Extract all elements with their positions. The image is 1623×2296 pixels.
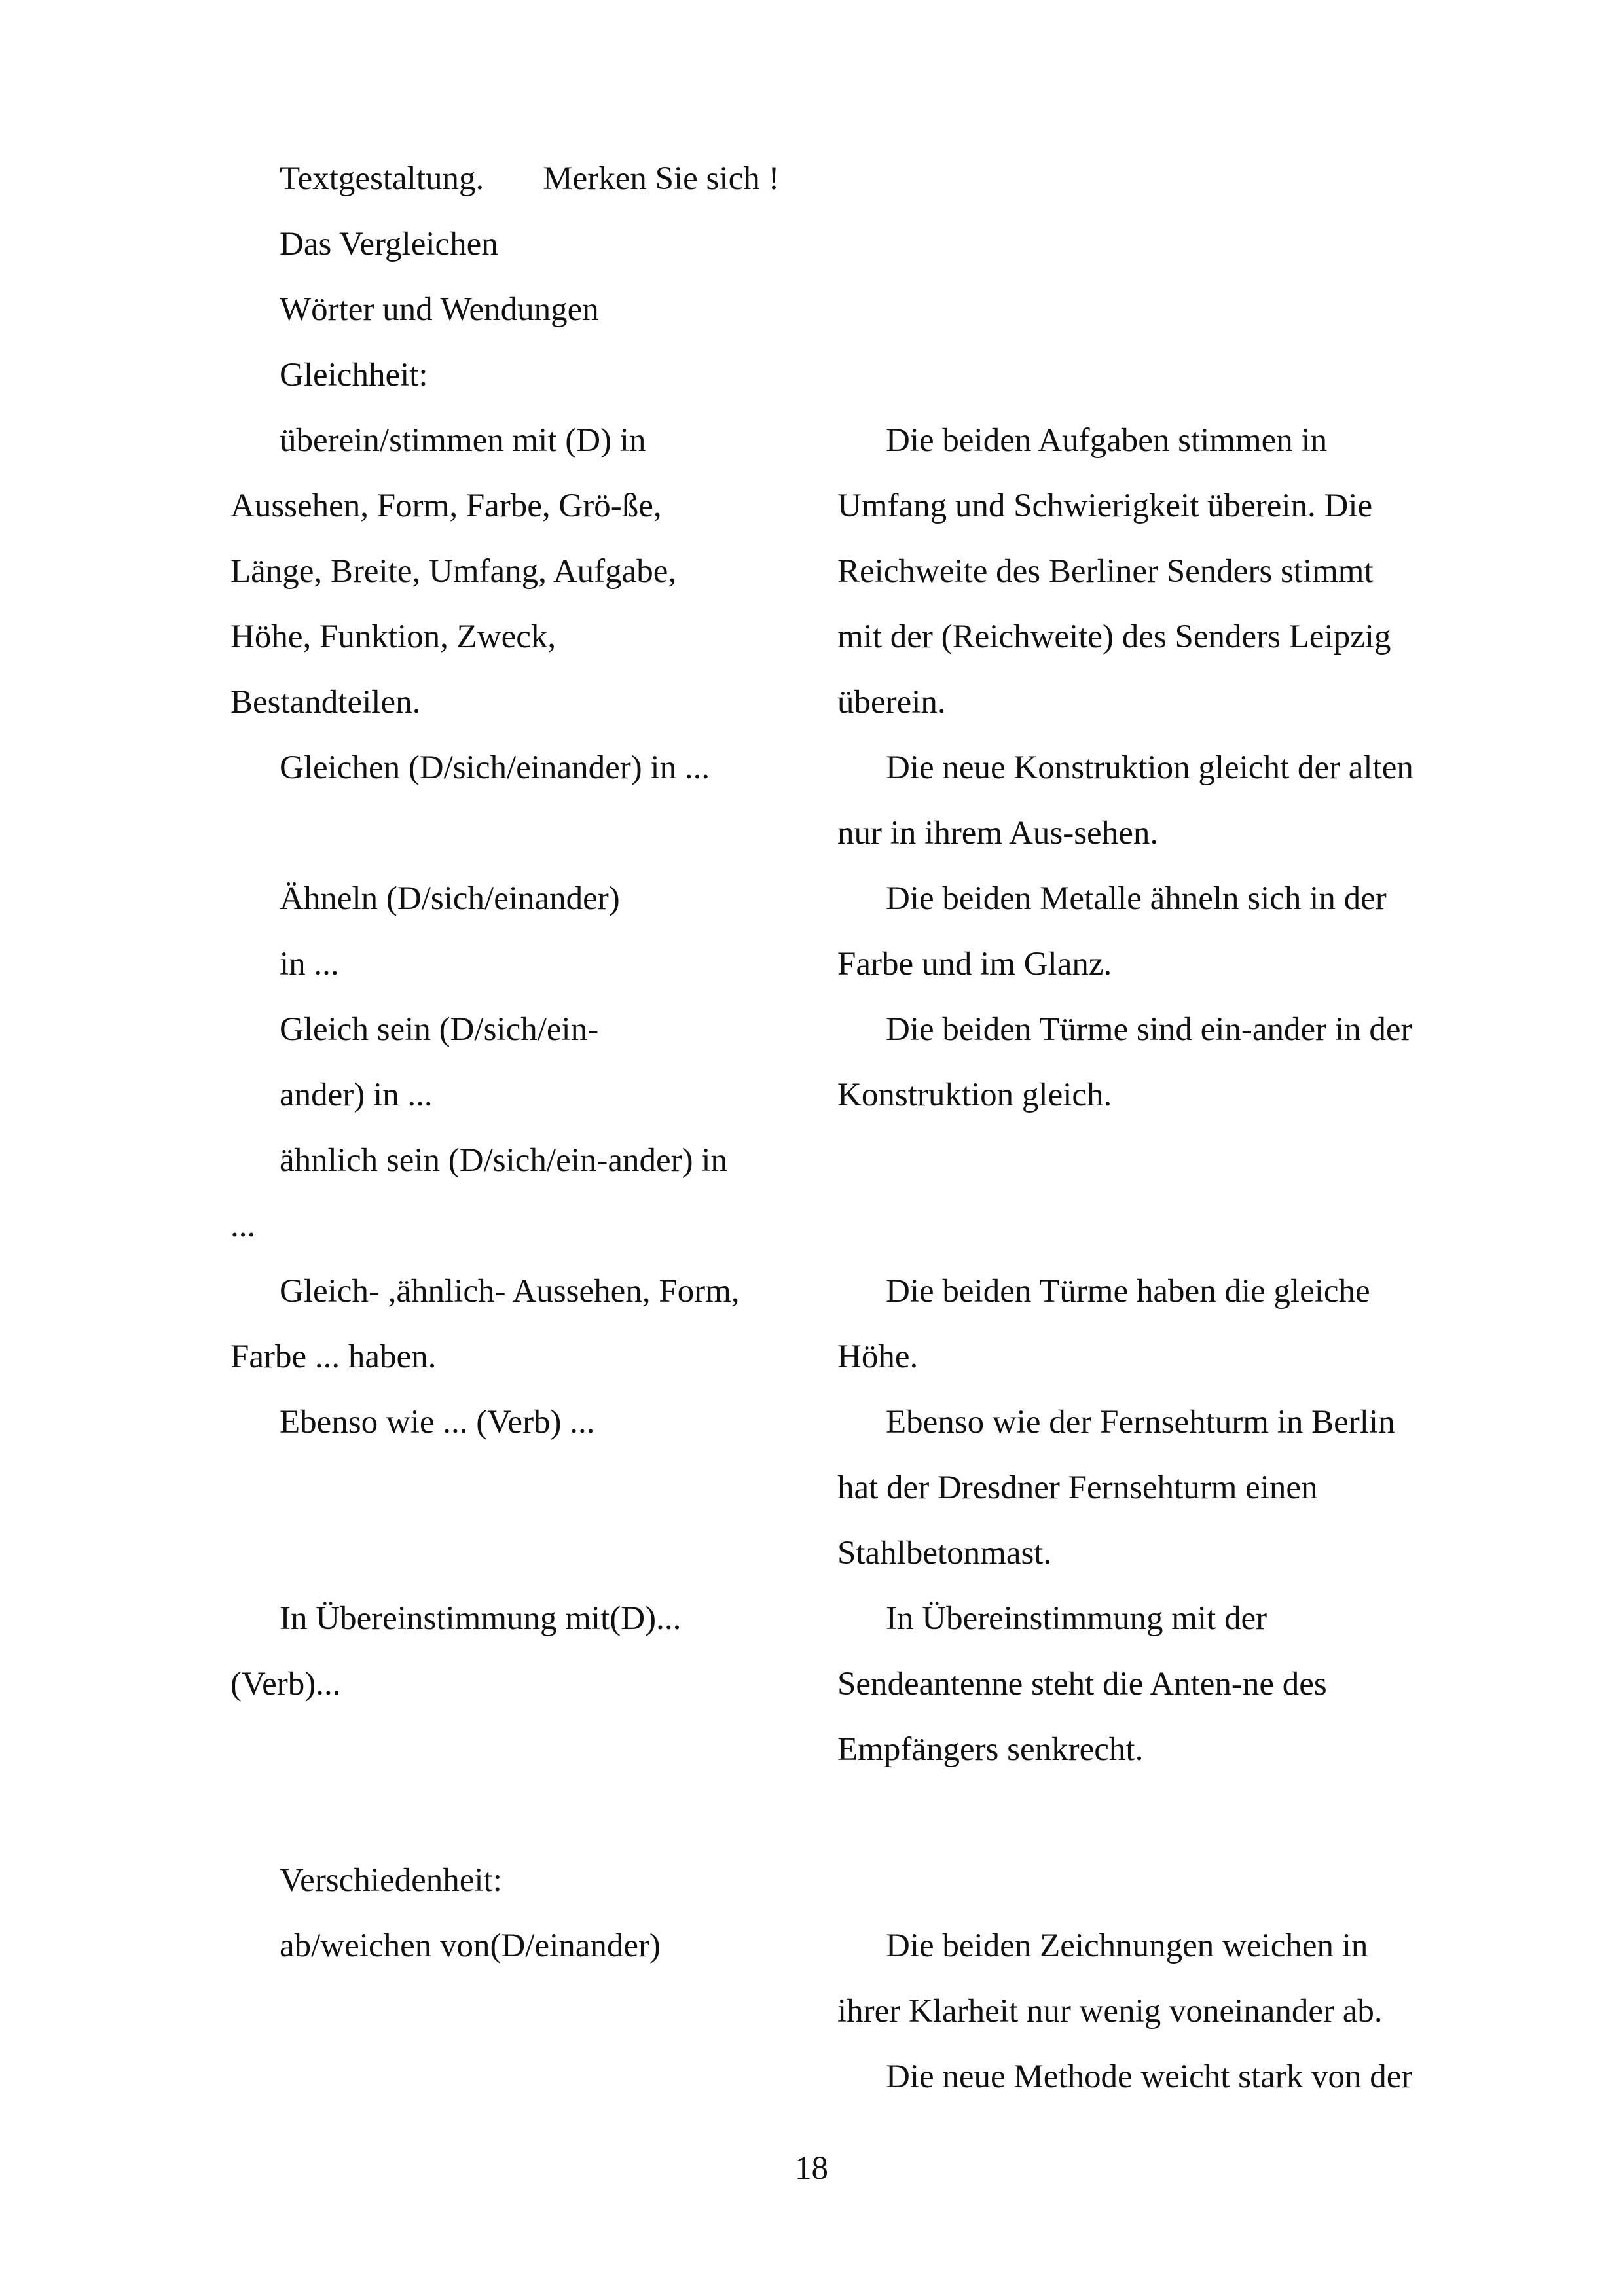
left-line: Bestandteilen.: [230, 684, 421, 721]
left-line: Aussehen, Form, Farbe, Grö-ße,: [230, 488, 662, 524]
right-line: Die beiden Türme sind ein-ander in der: [886, 1011, 1412, 1048]
right-line: überein.: [837, 684, 946, 721]
left-line: ...: [230, 1208, 256, 1244]
right-line: In Übereinstimmung mit der: [886, 1600, 1267, 1637]
left-line: In Übereinstimmung mit(D)...: [280, 1600, 682, 1637]
right-line: Die beiden Zeichnungen weichen in: [886, 1928, 1368, 1964]
right-line: Die beiden Türme haben die gleiche: [886, 1273, 1370, 1310]
right-line: Farbe und im Glanz.: [837, 946, 1112, 982]
right-line: Die neue Konstruktion gleicht der alten: [886, 749, 1413, 786]
right-line: Stahlbetonmast.: [837, 1535, 1052, 1571]
left-line: in ...: [280, 946, 339, 982]
subtitle: Wörter und Wendungen: [280, 291, 599, 328]
left-line: Ebenso wie ... (Verb) ...: [280, 1404, 595, 1441]
right-line: Die beiden Aufgaben stimmen in: [886, 422, 1328, 459]
right-line: ihrer Klarheit nur wenig voneinander ab.: [837, 1993, 1383, 2030]
right-line: hat der Dresdner Fernsehturm einen: [837, 1469, 1318, 1506]
left-line: Farbe ... haben.: [230, 1338, 437, 1375]
left-line: Ähneln (D/sich/einander): [280, 880, 620, 917]
left-line: (Verb)...: [230, 1666, 341, 1702]
right-line: Ebenso wie der Fernsehturm in Berlin: [886, 1404, 1395, 1441]
left-line: ähnlich sein (D/sich/ein-ander) in: [280, 1142, 728, 1179]
heading-title: Textgestaltung.: [280, 160, 484, 197]
left-line: Gleich- ,ähnlich- Aussehen, Form,: [280, 1273, 740, 1310]
right-line: Die neue Methode weicht stark von der: [886, 2058, 1413, 2095]
right-line: Umfang und Schwierigkeit überein. Die: [837, 488, 1373, 524]
right-line: Höhe.: [837, 1338, 919, 1375]
left-line: Gleich sein (D/sich/ein-: [280, 1011, 599, 1048]
heading-note: Merken Sie sich !: [543, 160, 780, 197]
right-line: Reichweite des Berliner Senders stimmt: [837, 553, 1374, 590]
left-line: ab/weichen von(D/einander): [280, 1928, 661, 1964]
left-line: Länge, Breite, Umfang, Aufgabe,: [230, 553, 677, 590]
heading-line: [280, 159, 779, 198]
left-line: Gleichen (D/sich/einander) in ...: [280, 749, 710, 786]
page-number: 18: [795, 2150, 828, 2187]
right-line: Die beiden Metalle ähneln sich in der: [886, 880, 1387, 917]
section-title: Das Vergleichen: [280, 226, 498, 262]
left-line: ander) in ...: [280, 1077, 433, 1113]
right-line: Sendeantenne steht die Anten-ne des: [837, 1666, 1327, 1702]
left-line: Höhe, Funktion, Zweck,: [230, 619, 556, 655]
right-line: mit der (Reichweite) des Senders Leipzig: [837, 619, 1391, 655]
right-line: nur in ihrem Aus-sehen.: [837, 815, 1159, 852]
gleichheit-heading: Gleichheit:: [280, 357, 428, 393]
left-line: überein/stimmen mit (D) in: [280, 422, 646, 459]
right-line: Konstruktion gleich.: [837, 1077, 1112, 1113]
right-line: Empfängers senkrecht.: [837, 1731, 1144, 1768]
verschiedenheit-heading: Verschiedenheit:: [280, 1862, 502, 1899]
